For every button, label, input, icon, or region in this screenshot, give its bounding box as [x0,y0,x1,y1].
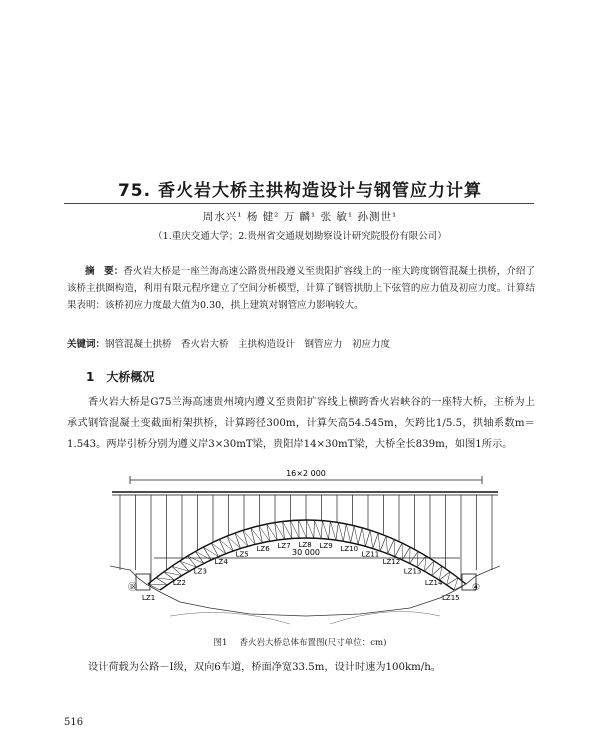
truss-diagonal [394,539,395,556]
truss-vertical [321,521,322,539]
keywords [67,336,535,350]
truss-diagonal [148,584,167,585]
truss-diagonal [386,536,387,554]
truss-diagonal [314,520,321,538]
truss-diagonal [299,520,307,538]
title-rule [64,203,534,204]
truss-vertical [275,523,277,541]
body-paragraph: 香火岩大桥是G75兰海高速贵州境内遵义至贵阳扩容线上横跨香火岩峡谷的一座特大桥，主桥为上承式钢管混凝土变截面桁架拱桥，计算跨径300m，计算矢高54.545m，矢跨比1/5.5，拱轴系数m＝1.543。两岸引桥分别为遵义岸3×30mT梁，贵阳岸14×30mT梁，大桥全长839m，如图1所示。 [67,397,535,450]
segment-label-lz8: LZ8 [298,541,312,549]
truss-vertical [358,528,362,545]
truss-vertical [380,536,386,551]
span-dimension-label: 30 000 [292,548,320,557]
segment-label-lz15: LZ15 [442,594,460,602]
segment-label-lz7: LZ7 [277,542,291,551]
top-dimension-label: 16×2 000 [286,469,326,478]
truss-vertical [388,539,395,553]
truss-diagonal [378,533,380,551]
segment-label-lz12: LZ12 [382,557,401,566]
body-paragraph-2: 设计荷载为公路－Ⅰ级，双向6车道，桥面净宽33.5m，设计时速为100km/h。 [88,662,441,673]
truss-vertical [351,526,355,543]
section-heading [86,368,154,385]
paper-title: 75. 香火岩大桥主拱构造设计与钢管应力计算 [117,181,483,201]
abstract [67,263,535,314]
page-number: 516 [64,717,84,728]
segment-label-lz13: LZ13 [403,567,422,576]
figure-caption [0,636,600,648]
segment-label-lz2: LZ2 [172,579,187,588]
truss-diagonal [370,530,373,548]
truss-vertical [299,520,300,538]
segment-label-lz1: LZ1 [142,594,156,602]
section-title: 大桥概况 [106,370,155,384]
segment-label-lz5: LZ5 [235,550,249,559]
truss-diagonal [362,528,365,546]
truss-diagonal [307,520,314,538]
truss-vertical [291,521,292,539]
truss-diagonal [346,524,350,543]
valley-terrain [110,566,500,616]
truss-vertical [365,530,370,546]
truss-vertical [395,543,402,557]
author-list: 周水兴¹ 杨 健² 万 麟¹ 张 敏¹ 孙测世¹ [202,211,398,223]
segment-label-lz11: LZ11 [361,550,380,559]
truss-diagonal [330,521,336,540]
left-pier-marker: ⑱ [128,583,138,593]
keywords-text: 钢管混凝土拱桥 香火岩大桥 主拱构造设计 钢管应力 初应力度 [105,339,391,350]
truss-vertical [343,524,346,541]
segment-label-lz4: LZ4 [214,557,228,566]
segment-label-lz6: LZ6 [256,545,270,554]
truss-vertical [373,533,378,549]
figure-label: 图1 [213,638,228,648]
segment-label-lz3: LZ3 [193,567,207,576]
right-pier-marker: ④ [472,583,481,593]
segment-label-lz10: LZ10 [340,545,359,554]
section-number: 1 [86,370,95,384]
segment-label-lz9: LZ9 [319,542,333,551]
truss-diagonal [322,521,328,540]
truss-vertical [314,520,315,538]
truss-vertical [329,521,331,539]
truss-vertical [410,551,418,563]
abstract-text: 香火岩大桥是一座兰海高速公路贵州段遵义至贵阳扩容线上的一座大跨度钢管混凝土拱桥，介绍了该桥主拱圈构造，利用有限元程序建立了空间分析模型，计算了钢管拱肋上下弦管的应力值及初应力度。计算结果表明：该桥初应力度最大值为0.30，拱上建筑对钢管应力影响较大。 [67,266,535,311]
truss-vertical [336,523,338,541]
truss-diagonal [338,523,343,542]
affiliation: （1.重庆交通大学；2.贵州省交通规划勘察设计研究院股份有限公司） [153,231,447,242]
keywords-label: 关键词： [67,339,106,350]
segment-label-lz14: LZ14 [424,579,443,588]
abstract-label: 摘 要： [85,266,124,277]
truss-diagonal [417,551,418,567]
figure-caption-text: 香火岩大桥总体布置图(尺寸单位：cm) [239,638,387,648]
bridge-layout-figure [110,466,500,626]
truss-diagonal [354,526,358,545]
